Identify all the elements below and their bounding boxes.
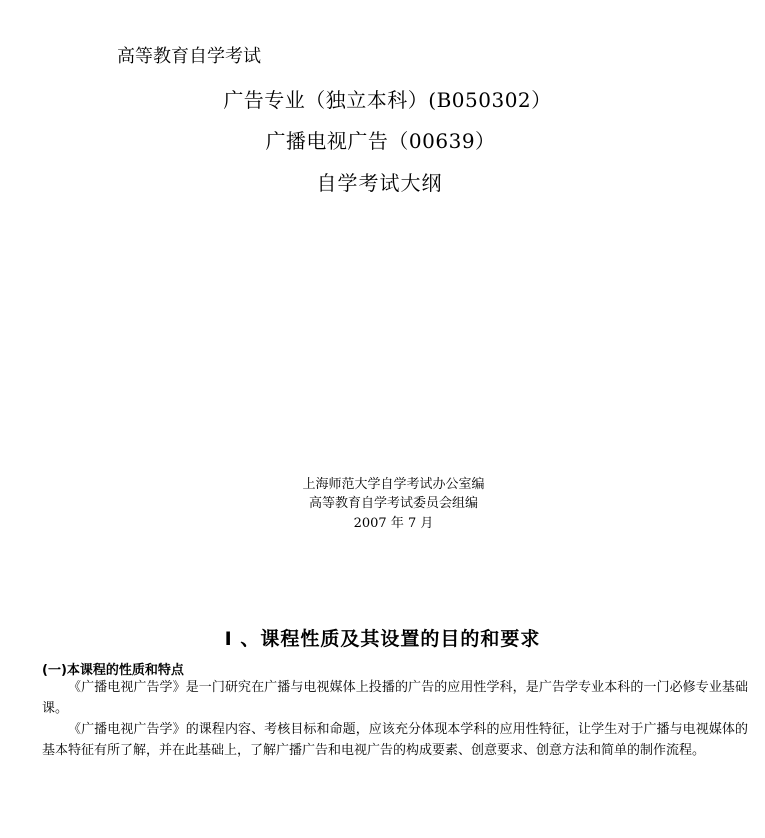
subsection-heading: (一)本课程的性质和特点 <box>42 663 184 678</box>
body-paragraph: 《广播电视广告学》是一门研究在广播与电视媒体上投播的广告的应用性学科，是广告学专业本科的一门必修专业基础课。 <box>42 680 748 716</box>
exam-header: 高等教育自学考试 <box>117 46 261 67</box>
course-title: 广播电视广告（00639） <box>265 129 496 153</box>
syllabus-title: 自学考试大纲 <box>316 171 443 195</box>
publish-date: 2007 年 7 月 <box>353 516 434 531</box>
body-paragraph: 《广播电视广告学》的课程内容、考核目标和命题，应该充分体现本学科的应用性特征，让学生对于广播与电视媒体的基本特征有所了解，并在此基础上，了解广播广告和电视广告的构成要素、创意要求、创意方法和简单的制作流程。 <box>42 722 748 758</box>
publisher-line: 上海师范大学自学考试办公室编 <box>302 477 485 492</box>
organizer-line: 高等教育自学考试委员会组编 <box>308 496 478 511</box>
major-title: 广告专业（独立本科）(B050302） <box>223 88 552 112</box>
section-heading: Ⅰ 、课程性质及其设置的目的和要求 <box>224 628 541 650</box>
